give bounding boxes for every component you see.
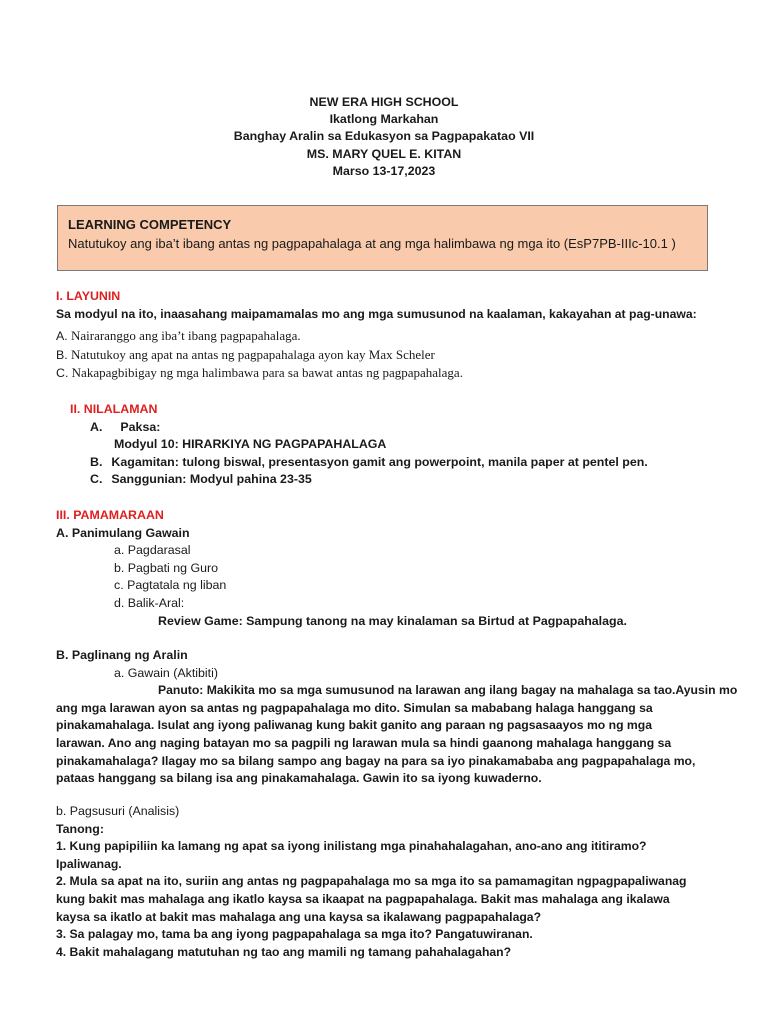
paglinang-section — [56, 647, 738, 788]
learning-competency-box — [57, 205, 708, 271]
layunin-intro: Sa modyul na ito, inaasahang maipamamalas mo ang mga sumusunod na kaalaman, kakayahan at pag-unawa: — [56, 306, 697, 321]
panuto-paragraph — [56, 682, 738, 788]
panimula-item: a. Pagdarasal — [114, 543, 191, 558]
layunin-section — [56, 288, 726, 383]
pagsusuri-label: b. Pagsusuri (Analisis) — [56, 804, 180, 818]
item-letter: A. — [56, 329, 68, 344]
panuto-line: ang mga larawan ayon sa antas ng pagpapahalaga mo dito. Simulan sa mababang halaga hanggang sa — [56, 700, 653, 715]
nilalaman-item-b — [70, 454, 740, 472]
school-name: NEW ERA HIGH SCHOOL — [309, 95, 459, 109]
item-text: Sanggunian: Modyul pahina 23-35 — [111, 472, 312, 487]
tanong-line: 4. Bakit mahalagang matutuhan ng tao ang mamili ng tamang pahahalagahan? — [56, 944, 512, 959]
item-letter: A. — [90, 419, 103, 434]
quarter-label: Ikatlong Markahan — [329, 112, 439, 127]
pagsusuri-section — [56, 803, 726, 961]
tanong-line: 2. Mula sa apat na ito, suriin ang antas ng pagpapahalaga mo sa mga ito sa pamamagitan ngpagpapaliwanag — [56, 874, 687, 889]
panuto-line: pataas hanggang sa bilang isa ang pinakamahalaga. Gawin ito sa iyong kuwaderno. — [56, 771, 542, 786]
item-text: Kagamitan: tulong biswal, presentasyon gamit ang powerpoint, manila paper at pentel pen. — [111, 454, 648, 469]
panuto-line: Panuto: Makikita mo sa mga sumusunod na larawan ang ilang bagay na mahalaga sa tao.Ayusin mo — [158, 683, 738, 698]
nilalaman-heading: II. NILALAMAN — [70, 402, 158, 416]
panimula-item: d. Balik-Aral: — [114, 595, 185, 610]
panuto-line: larawan. Ano ang naging batayan mo sa pagpili ng larawan mula sa hindi gaanong mahalaga hanggang sa — [56, 735, 672, 750]
item-text: Natutukoy ang apat na antas ng pagpapahalaga ayon kay Max Scheler — [67, 346, 435, 362]
item-letter: C. — [56, 366, 69, 381]
lesson-plan-title: Banghay Aralin sa Edukasyon sa Pagpapakatao VII — [233, 129, 535, 144]
learning-competency-text: Natutukoy ang iba’t ibang antas ng pagpapahalaga at ang mga halimbawa ng mga ito (EsP7PB-IIIc-10.1 ) — [68, 236, 676, 251]
layunin-item-a — [56, 327, 726, 346]
panuto-line: pinakamahalaga? Ilagay mo sa bilang sampo ang bagay na para sa iyo pinakamababa ang pagpapahalaga mo, — [56, 753, 696, 768]
panuto-line: pinakamahalaga. Isulat ang iyong paliwanag kung bakit ganito ang paraan ng pagsasaayos mo ng mga — [56, 718, 652, 733]
learning-competency-title: LEARNING COMPETENCY — [68, 217, 232, 232]
item-letter: B. — [56, 347, 68, 362]
pamamaraan-heading: III. PAMAMARAAN — [56, 508, 164, 522]
nilalaman-topic: Modyul 10: HIRARKIYA NG PAGPAPAHALAGA — [114, 437, 387, 452]
layunin-item-b — [56, 346, 726, 365]
layunin-heading: I. LAYUNIN — [56, 289, 121, 303]
nilalaman-section — [70, 401, 740, 489]
item-text: Nakapagbibigay ng mga halimbawa para sa bawat antas ng pagpapahalaga. — [68, 365, 463, 381]
pamamaraan-section — [56, 507, 726, 630]
item-letter: B. — [90, 454, 103, 469]
tanong-label: Tanong: — [56, 821, 104, 836]
tanong-list — [56, 838, 726, 961]
teacher-name: MS. MARY QUEL E. KITAN — [306, 146, 462, 161]
item-text: Nairaranggo ang iba’t ibang pagpapahalaga. — [67, 328, 301, 344]
tanong-line: kung bakit mas mahalaga ang ikatlo kaysa sa ikaapat na pagpapahalaga. Bakit mas mahalaga ang ikalawa — [56, 891, 670, 906]
paglinang-heading: B. Paglinang ng Aralin — [56, 648, 188, 662]
nilalaman-item-c — [70, 471, 740, 489]
gawain-label: a. Gawain (Aktibiti) — [114, 665, 218, 680]
layunin-item-c — [56, 364, 726, 383]
document-header — [0, 94, 768, 180]
tanong-line: Ipaliwanag. — [56, 856, 122, 871]
tanong-line: 1. Kung papipiliin ka lamang ng apat sa iyong inilistang mga pinahahalagahan, ano-ano ang ititiramo? — [56, 839, 647, 854]
panimula-item: b. Pagbati ng Guro — [114, 560, 219, 575]
review-game-text: Review Game: Sampung tanong na may kinalaman sa Birtud at Pagpapahalaga. — [158, 613, 627, 628]
lesson-date: Marso 13-17,2023 — [332, 163, 436, 178]
tanong-line: 3. Sa palagay mo, tama ba ang iyong pagpapahalaga sa mga ito? Pangatuwiranan. — [56, 927, 533, 942]
panimula-item: c. Pagtatala ng liban — [114, 578, 227, 593]
nilalaman-item-a — [70, 419, 740, 437]
item-text: Paksa: — [120, 419, 161, 434]
item-letter: C. — [90, 472, 103, 487]
tanong-line: kaysa sa ikatlo at bakit mas mahalaga ang una kaysa sa ikalawang pagpapahalaga? — [56, 909, 542, 924]
panimulang-gawain-heading: A. Panimulang Gawain — [56, 525, 190, 540]
